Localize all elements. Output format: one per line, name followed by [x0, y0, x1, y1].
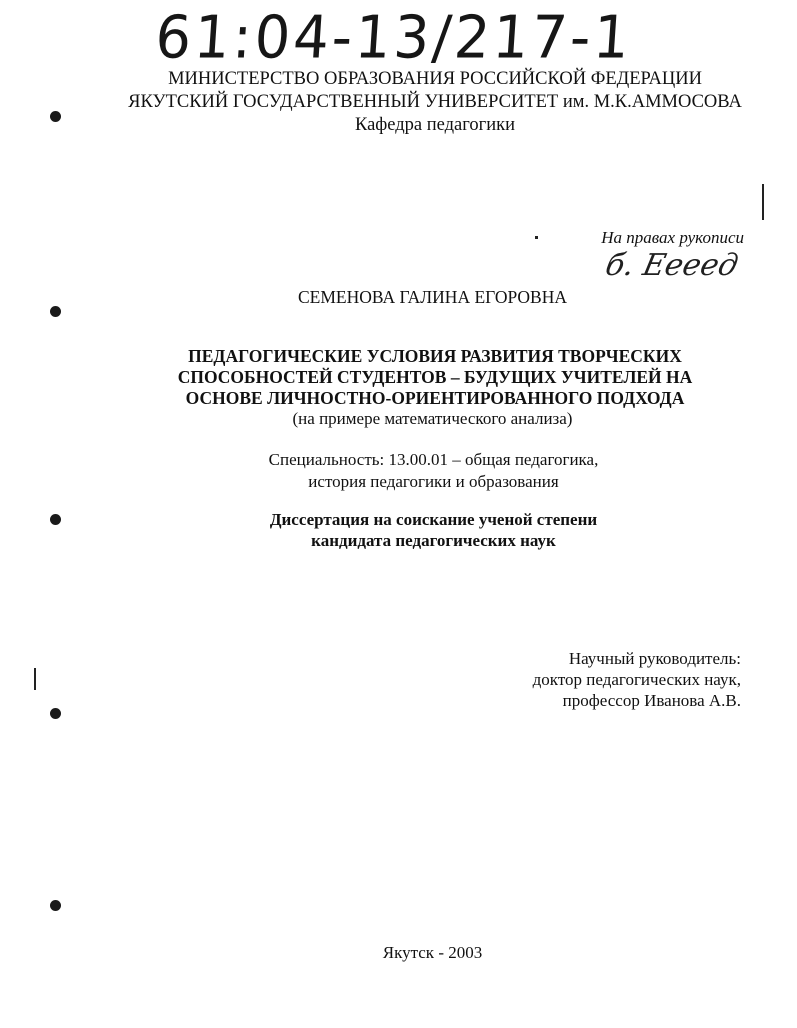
city-year: Якутск - 2003	[382, 943, 483, 962]
manuscript-rights: На правах рукописи	[601, 228, 744, 247]
title-line: СПОСОБНОСТЕЙ СТУДЕНТОВ – БУДУЩИХ УЧИТЕЛЕЙ НА	[177, 367, 693, 387]
author-name: СЕМЕНОВА ГАЛИНА ЕГОРОВНА	[297, 287, 568, 307]
title-line: ОСНОВЕ ЛИЧНОСТНО-ОРИЕНТИРОВАННОГО ПОДХОДА	[185, 388, 685, 408]
punch-hole-mark	[50, 306, 61, 317]
handwritten-catalog-code: 61:04-13/217-1	[153, 4, 635, 73]
scan-line-mark	[762, 184, 764, 220]
specialty-line: история педагогики и образования	[308, 472, 559, 491]
punch-hole-mark	[50, 514, 61, 525]
punch-hole-mark	[50, 900, 61, 911]
university-line: ЯКУТСКИЙ ГОСУДАРСТВЕННЫЙ УНИВЕРСИТЕТ им. М.К.АММОСОВА	[128, 92, 742, 112]
ministry-header	[0, 68, 797, 137]
title-subtitle: (на примере математического анализа)	[292, 409, 573, 428]
punch-hole-mark	[50, 708, 61, 719]
specialty-line: Специальность: 13.00.01 – общая педагогика,	[268, 450, 599, 469]
title-line: ПЕДАГОГИЧЕСКИЕ УСЛОВИЯ РАЗВИТИЯ ТВОРЧЕСКИХ	[188, 346, 682, 366]
supervisor-label: Научный руководитель:	[568, 649, 741, 668]
degree-line: кандидата педагогических наук	[311, 531, 556, 550]
degree-statement	[0, 509, 797, 551]
degree-line: Диссертация на соискание ученой степени	[269, 510, 598, 529]
department-line: Кафедра педагогики	[354, 115, 515, 135]
dissertation-title	[0, 346, 797, 409]
supervisor-degree: доктор педагогических наук,	[532, 670, 741, 689]
specialty	[0, 449, 797, 493]
punch-hole-mark	[50, 111, 61, 122]
scan-line-mark	[34, 668, 36, 690]
supervisor-name: профессор Иванова А.В.	[562, 691, 741, 710]
ministry-line: МИНИСТЕРСТВО ОБРАЗОВАНИЯ РОССИЙСКОЙ ФЕДЕРАЦИИ	[168, 69, 702, 89]
supervisor-block	[533, 648, 741, 711]
scan-dot-mark	[535, 236, 538, 239]
handwritten-signature: б. Еееед	[602, 248, 742, 283]
